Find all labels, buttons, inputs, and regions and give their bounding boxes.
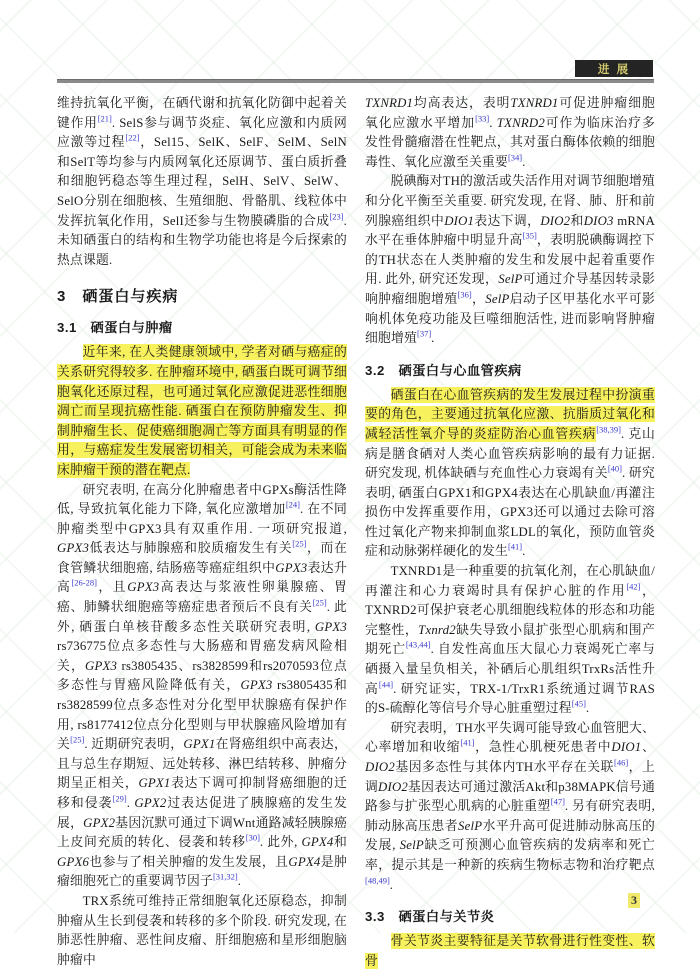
subsection-heading: 3.3 硒蛋白与关节炎	[365, 909, 495, 925]
paragraph: 近年来, 在人类健康领域中, 学者对硒与癌症的关系研究得较多. 在肿瘤环境中, 硒蛋白既可调节细胞氧化还原过程，也可通过氧化应激促进恶性细胞凋亡而呈现抗癌性能. 硒蛋白在预防肿瘤发生、抑制肿瘤生长、促使癌细胞凋亡等方面具有明显的作用，与癌症发生发展密切相关，可能会成为未来临床肿瘤干预的潜在靶点.	[57, 345, 347, 477]
section-badge-label: 进 展	[597, 63, 631, 76]
paragraph: 研究表明, 在高分化肿瘤患者中GPXs酶活性降低, 导致抗氧化能力下降, 氧化应激增加[24]. 在不同肿瘤类型中GPX3具有双重作用. 一项研究报道, GPX3低表达与肺腺癌和胶质瘤发生有关[25]，而在食管鳞状细胞癌, 结肠癌等癌症组织中GPX3表达升高[26-28]，且GPX3高表达与浆液性卵巢腺癌、胃癌、肺鳞状细胞癌等癌症患者预后不良有关[25]. 此外, 硒蛋白单核苷酸多态性关联研究表明, GPX3 rs736775位点多态性与大肠癌和胃癌发病风险相关，GPX3 rs3805435、rs3828599和rs2070593位点多态性与胃癌风险降低有关，GPX3 rs3805435和rs3828599位点多态性对分化型甲状腺癌有保护作用, rs8177412位点分化型则与甲状腺癌风险增加有关[25]. 近期研究表明，GPX1在肾癌组织中高表达，且与总生存期短、远处转移、淋巴结转移、肿瘤分期呈正相关，GPX1表达下调可抑制肾癌细胞的迁移和侵袭[29]. GPX2过表达促进了胰腺癌的发生发展，GPX2基因沉默可通过下调Wnt通路减轻胰腺癌上皮间充质的转化、侵袭和转移[30]. 此外, GPX4和GPX6也参与了相关肿瘤的发生发展，且GPX4是肿瘤细胞死亡的重要调节因子[31,32].	[57, 482, 348, 889]
paragraph: TRX系统可维持正常细胞氧化还原稳态，抑制肿瘤从生长到侵袭和转移的多个阶段. 研究发现, 在肺恶性肿瘤、恶性间皮瘤、肝细胞癌和星形细胞脑肿瘤中	[57, 893, 347, 967]
paragraph: 骨关节炎主要特征是关节软骨进行性变性、软骨	[365, 934, 655, 968]
page-number: 3	[628, 893, 640, 908]
paragraph: 维持抗氧化平衡，在硒代谢和抗氧化防御中起着关键作用[21]. SelS参与调节炎症、氧化应激和内质网应激等过程[22]，Sel15、SelK、SelF、SelM、SelN和SelT等均参与内质网氧化还原调节、蛋白质折叠和细胞钙稳态等生理过程，SelH、SelV、SelW、SelO分别在细胞核、生殖细胞、骨骼肌、线粒体中发挥抗氧化作用，SelI还参与生物膜磷脂的合成[23]. 未知硒蛋白的结构和生物学功能也将是今后探索的热点课题.	[57, 96, 347, 267]
left-column	[57, 94, 347, 971]
paragraph: 硒蛋白在心血管疾病的发生发展过程中扮演重要的角色，主要通过抗氧化应激、抗脂质过氧化和减轻活性氧介导的炎症防治心血管疾病[38,39]. 克山病是膳食硒对人类心血管疾病影响的最有力证据. 研究发现, 机体缺硒与充血性心力衰竭有关[40]. 研究表明, 硒蛋白GPX1和GPX4表达在心肌缺血/再灌注损伤中发挥重要作用，GPX3还可以通过去除可溶性过氧化产物来抑制血浆LDL的氧化，预防血管炎症和动脉粥样硬化的发生[41].	[365, 387, 655, 559]
paragraph: TXNRD1均高表达，表明TXNRD1可促进肿瘤细胞氧化应激水平增加[33]. TXNRD2可作为临床治疗多发性骨髓瘤潜在性靶点，其对蛋白酶体依赖的细胞毒性、氧化应激至关重要[34].	[365, 96, 655, 169]
article-body	[57, 94, 656, 971]
right-column	[365, 94, 655, 971]
subsection-heading: 3.1 硒蛋白与肿瘤	[57, 320, 173, 336]
paragraph: TXNRD1是一种重要的抗氧化剂，在心肌缺血/再灌注和心力衰竭时具有保护心脏的作用[42]，TXNRD2可保护衰老心肌细胞线粒体的形态和功能完整性，Txnrd2缺失导致小鼠扩张型心肌病和围产期死亡[43,44]. 自发性高血压大鼠心力衰竭死亡率与硒摄入量呈负相关，补硒后心肌组织TrxRs活性升高[44]. 研究证实，TRX-1/TrxR1系统通过调节RAS的S-硫醇化等信号介导心脏重塑过程[45].	[365, 564, 656, 716]
paragraph: 脱碘酶对TH的激活或失活作用对调节细胞增殖和分化平衡至关重要. 研究发现, 在肾、肺、肝和前列腺癌组织中DIO1表达下调，DIO2和DIO3 mRNA水平在垂体肿瘤中明显升高[35]，表明脱碘酶调控下的TH状态在人类肿瘤的发生和发展中起着重要作用. 此外, 研究还发现，SelP可通过介导基因转录影响肿瘤细胞增殖[36]，SelP启动子区甲基化水平可影响机体免疫功能及巨噬细胞活性, 进而影响肾肿瘤细胞增殖[37].	[365, 174, 656, 346]
paragraph: 研究表明，TH水平失调可能导致心血管肥大、心率增加和收缩[41]，急性心肌梗死患者中DIO1、DIO2基因多态性与其体内TH水平存在关联[46]，上调DIO2基因表达可通过激活Akt和p38MAPK信号通路参与扩张型心肌病的心脏重塑[47]. 另有研究表明, 肺动脉高压患者SelP水平升高可促进肺动脉高压的发展, SelP缺乏可预测心血管疾病的发病率和死亡率，提示其是一种新的疾病生物标志物和治疗靶点[48,49].	[365, 720, 655, 892]
section-heading: 3 硒蛋白与疾病	[57, 288, 179, 306]
header-rule	[57, 79, 654, 83]
section-badge	[575, 60, 653, 77]
subsection-heading: 3.2 硒蛋白与心血管疾病	[365, 362, 522, 378]
